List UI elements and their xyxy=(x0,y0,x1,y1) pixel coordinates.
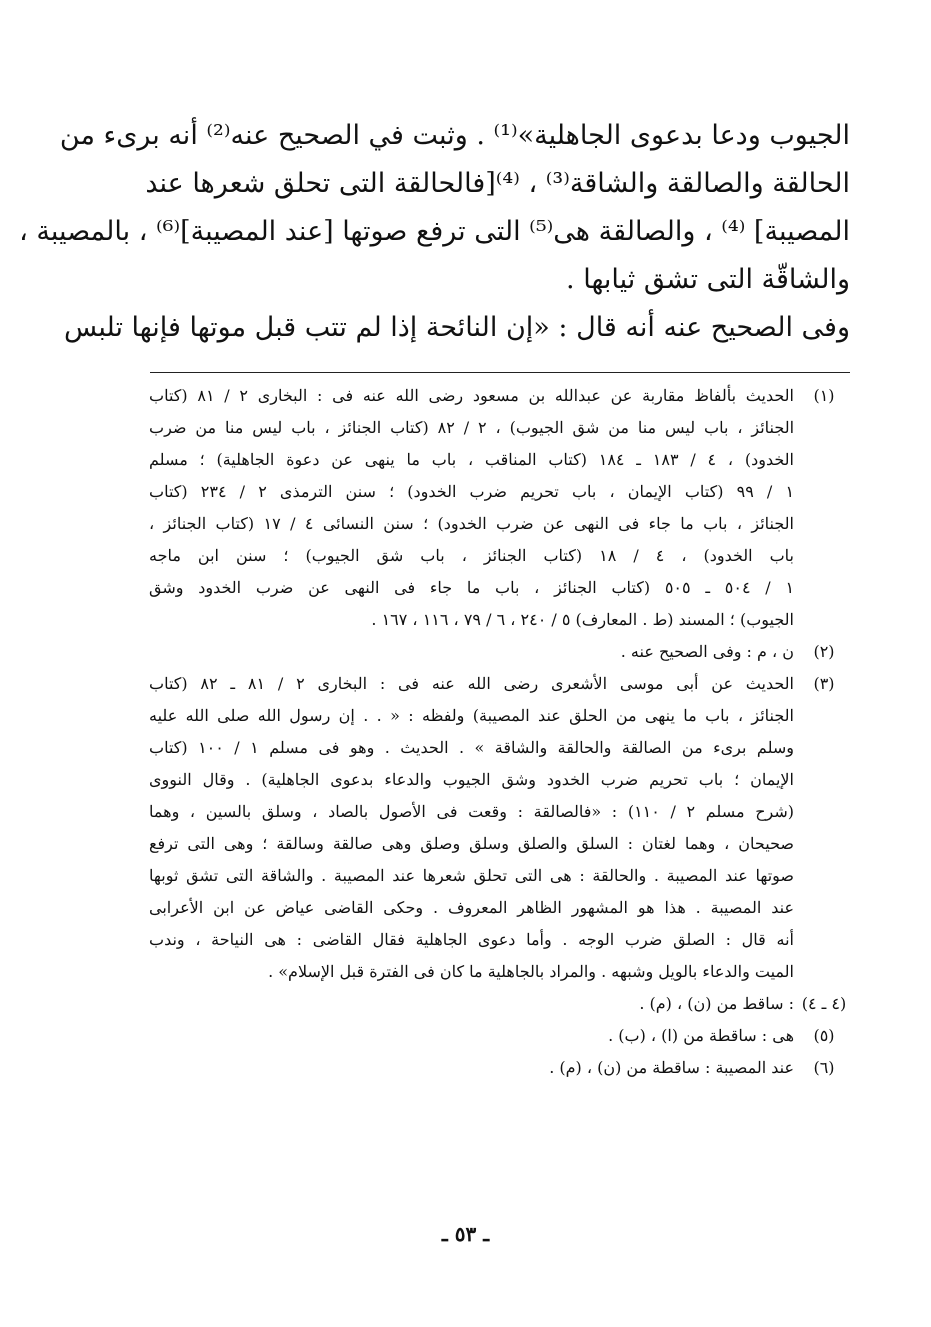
footnote-line: وسلم برىء من الصالقة والحالقة والشاقة » . الحديث . وهو فى مسلم ١ / ١٠٠ (كتاب xyxy=(149,738,794,757)
footnote-4 xyxy=(149,988,849,1020)
footnote-text xyxy=(149,1020,794,1052)
footnote-line: ن ، م : وفى الصحيح عنه . xyxy=(620,642,794,661)
footnote-line: الميت والدعاء بالويل وشبهه . والمراد بالجاهلية ما كان فى الفترة قبل الإسلام» . xyxy=(268,962,794,981)
footnote-number: (٥) xyxy=(813,1026,835,1045)
footnote-number: (٢) xyxy=(813,642,835,661)
main-text-line: والشاقّة التى تشق ثيابها . xyxy=(566,264,850,295)
footnote-number: (٦) xyxy=(813,1058,835,1077)
footnote-5 xyxy=(149,1020,849,1052)
footnote-text xyxy=(149,380,794,636)
footnote-text xyxy=(149,988,794,1020)
footnote-separator-rule xyxy=(150,372,850,373)
footnote-3 xyxy=(149,668,849,988)
main-text-line: المصيبة] ⁽⁴⁾ ، والصالقة هى⁽⁵⁾ التى ترفع صوتها [عند المصيبة]⁽⁶⁾ ، بالمصيبة ، xyxy=(19,216,850,247)
footnote-line: ١ / ٥٠٤ ـ ٥٠٥ (كتاب الجنائز ، باب ما جاء فى النهى عن ضرب الخدود وشق xyxy=(149,578,794,597)
footnote-line: الإيمان ؛ باب تحريم ضرب الخدود وشق الجيوب والدعاء بدعوى الجاهلية) . وقال النووى xyxy=(149,770,794,789)
page-number: ـ ٥٣ ـ xyxy=(441,1222,490,1246)
footnote-line: عند المصيبة : ساقطة من (ن) ، (م) . xyxy=(549,1058,794,1077)
footnote-6 xyxy=(149,1052,849,1084)
footnote-line: الجنائز ، باب ليس منا من شق الجيوب) ، ٢ / ٨٢ (كتاب الجنائز ، باب ليس منا من ضرب xyxy=(149,418,794,437)
footnote-line: صوتها عند المصيبة . والحالقة : هى التى تحلق شعرها عند المصيبة . والشاقة التى تشق ثوبها xyxy=(149,866,794,885)
footnote-line: الجيوب) ؛ المسند (ط . المعارف) ٥ / ٢٤٠ ، ٦ / ٧٩ ، ١١٦ ، ١٦٧ . xyxy=(371,610,794,629)
footnote-text xyxy=(149,668,794,988)
footnote-line: الجنائز ، باب ما جاء فى النهى عن ضرب الخدود) ؛ سنن النسائى ٤ / ١٧ (كتاب الجنائز ، xyxy=(149,514,794,533)
footnote-line: الخدود) ، ٤ / ١٨٣ ـ ١٨٤ (كتاب المناقب ، باب ما ينهى عن دعوة الجاهلية) ؛ مسلم xyxy=(149,450,794,469)
footnote-line: : ساقط من (ن) ، (م) . xyxy=(639,994,794,1013)
footnote-2 xyxy=(149,636,849,668)
footnote-number: (٤ ـ ٤) xyxy=(801,994,847,1013)
footnote-line: عند المصيبة . هذا هو المشهور الظاهر المعروف . وحكى القاضى عياض عن ابن الأعرابى xyxy=(149,898,794,917)
footnote-text xyxy=(149,1052,794,1084)
main-text-line: الحالقة والصالقة والشاقة⁽³⁾ ، ⁽⁴⁾[فالحالقة التى تحلق شعرها عند xyxy=(145,168,850,199)
footnote-1 xyxy=(149,380,849,636)
footnote-line: الجنائز ، باب ما ينهى من الحلق عند المصيبة) ولفظه : « . . إن رسول الله صلى الله عليه xyxy=(149,706,794,725)
main-text xyxy=(19,112,850,352)
main-text-line: وفى الصحيح عنه أنه قال : «إن النائحة إذا لم تتب قبل موتها فإنها تلبس xyxy=(63,312,850,343)
footnote-number: (٣) xyxy=(813,674,835,693)
footnote-text xyxy=(149,636,794,668)
main-text-line: الجيوب ودعا بدعوى الجاهلية»⁽¹⁾ . وثبت في الصحيح عنه⁽²⁾ أنه برىء من xyxy=(59,120,850,151)
footnote-line: ١ / ٩٩ (كتاب الإيمان ، باب تحريم ضرب الخدود) ؛ سنن الترمذى ٢ / ٢٣٤ (كتاب xyxy=(149,482,794,501)
footnote-line: أنه قال : الصلق ضرب الوجه . وأما دعوى الجاهلية فقال القاضى : هى النياحة ، وندب xyxy=(149,930,794,949)
footnotes xyxy=(149,380,849,1084)
footnote-line: هى : ساقطة من (ا) ، (ب) . xyxy=(608,1026,794,1045)
footnote-line: الحديث عن أبى موسى الأشعرى رضى الله عنه فى : البخارى ٢ / ٨١ ـ ٨٢ (كتاب xyxy=(149,674,794,693)
footnote-line: صحيحان ، وهما لغتان : السلق والصلق وسلق وصلق وهى صالقة وسالقة ؛ وهى التى ترفع xyxy=(149,834,794,853)
footnote-line: باب الخدود) ، ٤ / ١٨ (كتاب الجنائز ، باب شق الجيوب) ؛ سنن ابن ماجه xyxy=(149,546,794,565)
footnote-number: (١) xyxy=(813,386,835,405)
footnote-line: الحديث بألفاظ مقاربة عن عبدالله بن مسعود رضى الله عنه فى : البخارى ٢ / ٨١ (كتاب xyxy=(149,386,794,405)
footnote-line: (شرح مسلم ٢ / ١١٠) : «فالصالقة : وقعت فى الأصول بالصاد ، وسلق بالسين ، وهما xyxy=(149,802,794,821)
